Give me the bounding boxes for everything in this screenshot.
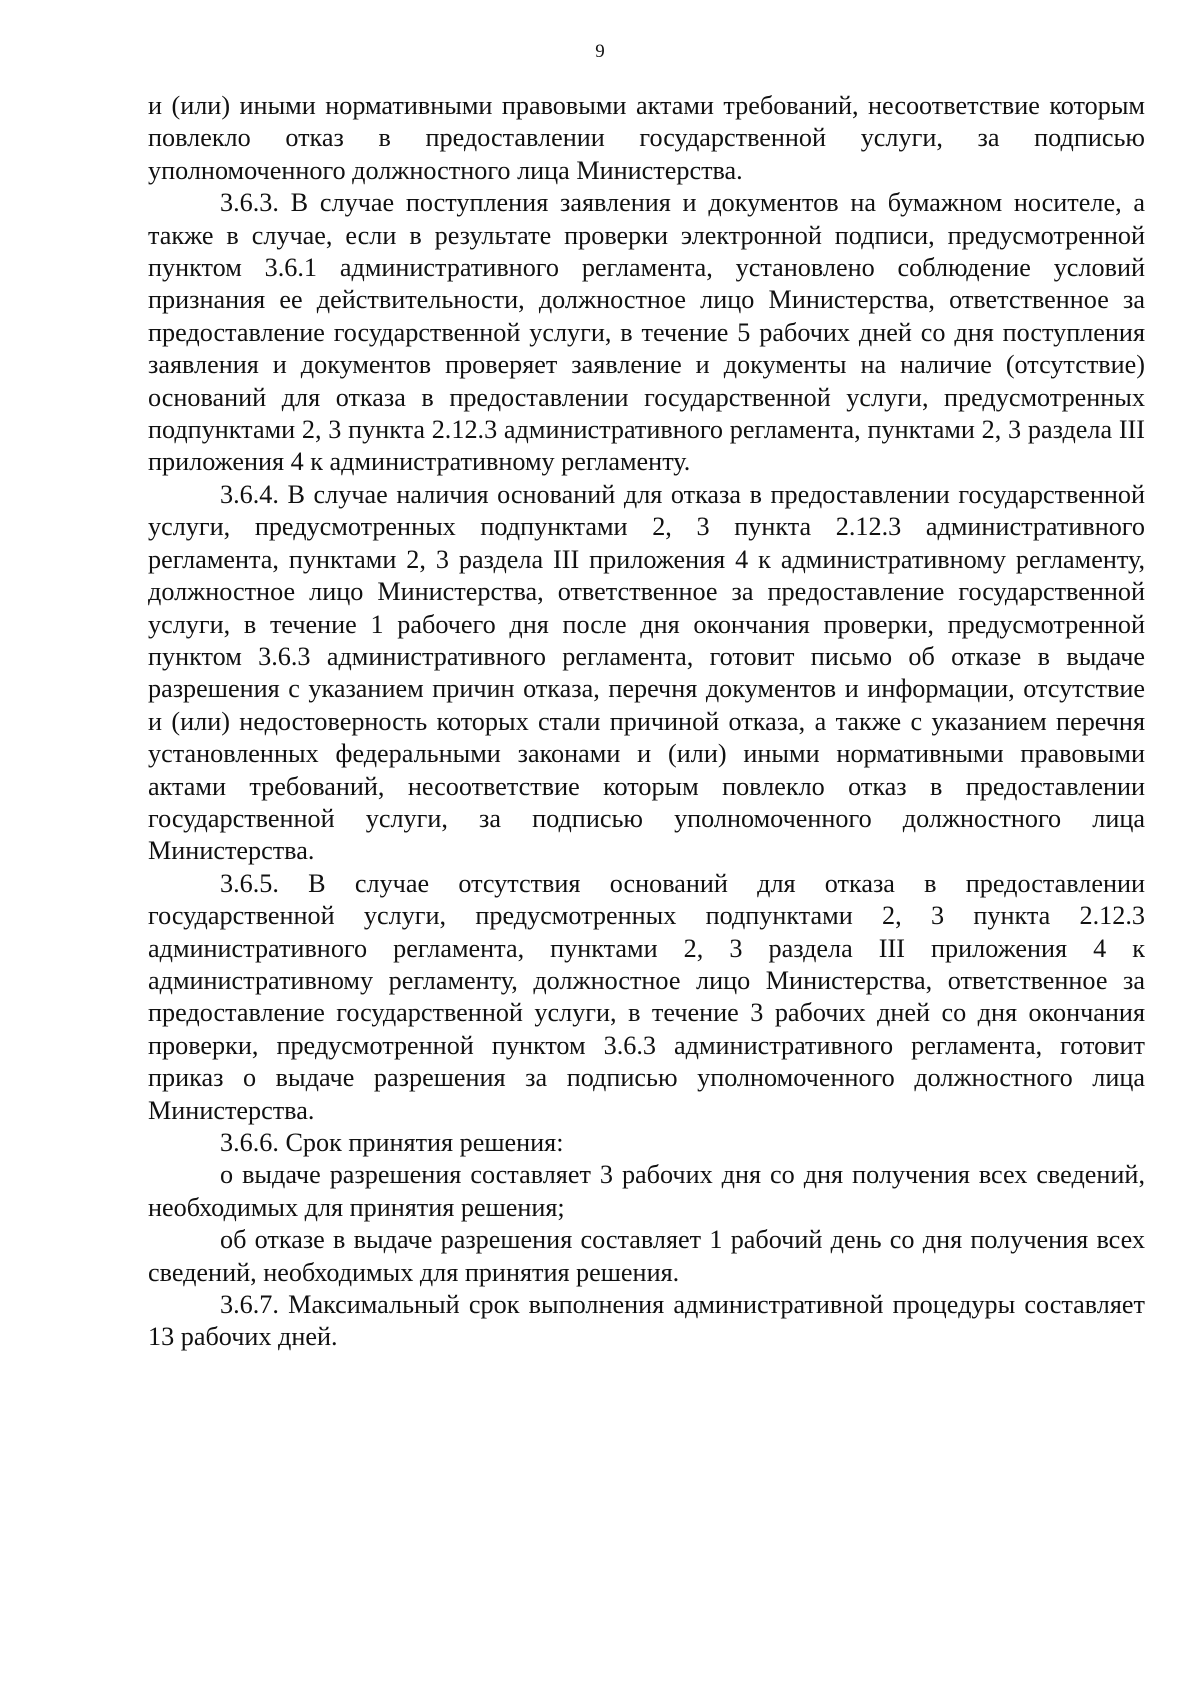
paragraph-3-6-7: 3.6.7. Максимальный срок выполнения административной процедуры составляет 13 рабочих дней.: [148, 1290, 1145, 1352]
paragraph-3-6-4: 3.6.4. В случае наличия оснований для отказа в предоставлении государственной услуги, предусмотренных подпунктами 2, 3 пункта 2.12.3 административного регламента, пунктами 2, 3 раздела III приложения 4 к административному регламенту, должностное лицо Министерства, ответственное за предоставление государственной услуги, в течение 1 рабочего дня после дня окончания проверки, предусмотренной пунктом 3.6.3 административного регламента, готовит письмо об отказе в выдаче разрешения с указанием причин отказа, перечня документов и информации, отсутствие и (или) недостоверность которых стали причиной отказа, а также с указанием перечня установленных федеральными законами и (или) иными нормативными правовыми актами требований, несоответствие которым повлекло отказ в предоставлении государственной услуги, за подписью уполномоченного должностного лица Министерства.: [148, 479, 1145, 866]
paragraph-decision-refusal: об отказе в выдаче разрешения составляет 1 рабочий день со дня получения всех сведений, необходимых для принятия решения.: [148, 1225, 1145, 1287]
paragraph-3-6-5: 3.6.5. В случае отсутствия оснований для отказа в предоставлении государственной услуги, предусмотренных подпунктами 2, 3 пункта 2.12.3 административного регламента, пунктами 2, 3 раздела III приложения 4 к административному регламенту, должностное лицо Министерства, ответственное за предоставление государственной услуги, в течение 3 рабочих дней со дня окончания проверки, предусмотренной пунктом 3.6.3 административного регламента, готовит приказ о выдаче разрешения за подписью уполномоченного должностного лица Министерства.: [148, 868, 1145, 1125]
paragraph-3-6-3: 3.6.3. В случае поступления заявления и документов на бумажном носителе, а также в случае, если в результате проверки электронной подписи, предусмотренной пунктом 3.6.1 административного регламента, установлено соблюдение условий признания ее действительности, должностное лицо Министерства, ответственное за предоставление государственной услуги, в течение 5 рабочих дней со дня поступления заявления и документов проверяет заявление и документы на наличие (отсутствие) оснований для отказа в предоставлении государственной услуги, предусмотренных подпунктами 2, 3 пункта 2.12.3 административного регламента, пунктами 2, 3 раздела III приложения 4 к административному регламенту.: [148, 188, 1145, 477]
page-number: 9: [595, 41, 605, 62]
paragraph-decision-issue: о выдаче разрешения составляет 3 рабочих дня со дня получения всех сведений, необходимых для принятия решения;: [148, 1160, 1145, 1222]
document-body: [148, 90, 1145, 1354]
paragraph-3-6-6: 3.6.6. Срок принятия решения:: [220, 1128, 564, 1157]
paragraph-continuation: и (или) иными нормативными правовыми актами требований, несоответствие которым повлекло отказ в предоставлении государственной услуги, за подписью уполномоченного должностного лица Министерства.: [148, 91, 1145, 185]
